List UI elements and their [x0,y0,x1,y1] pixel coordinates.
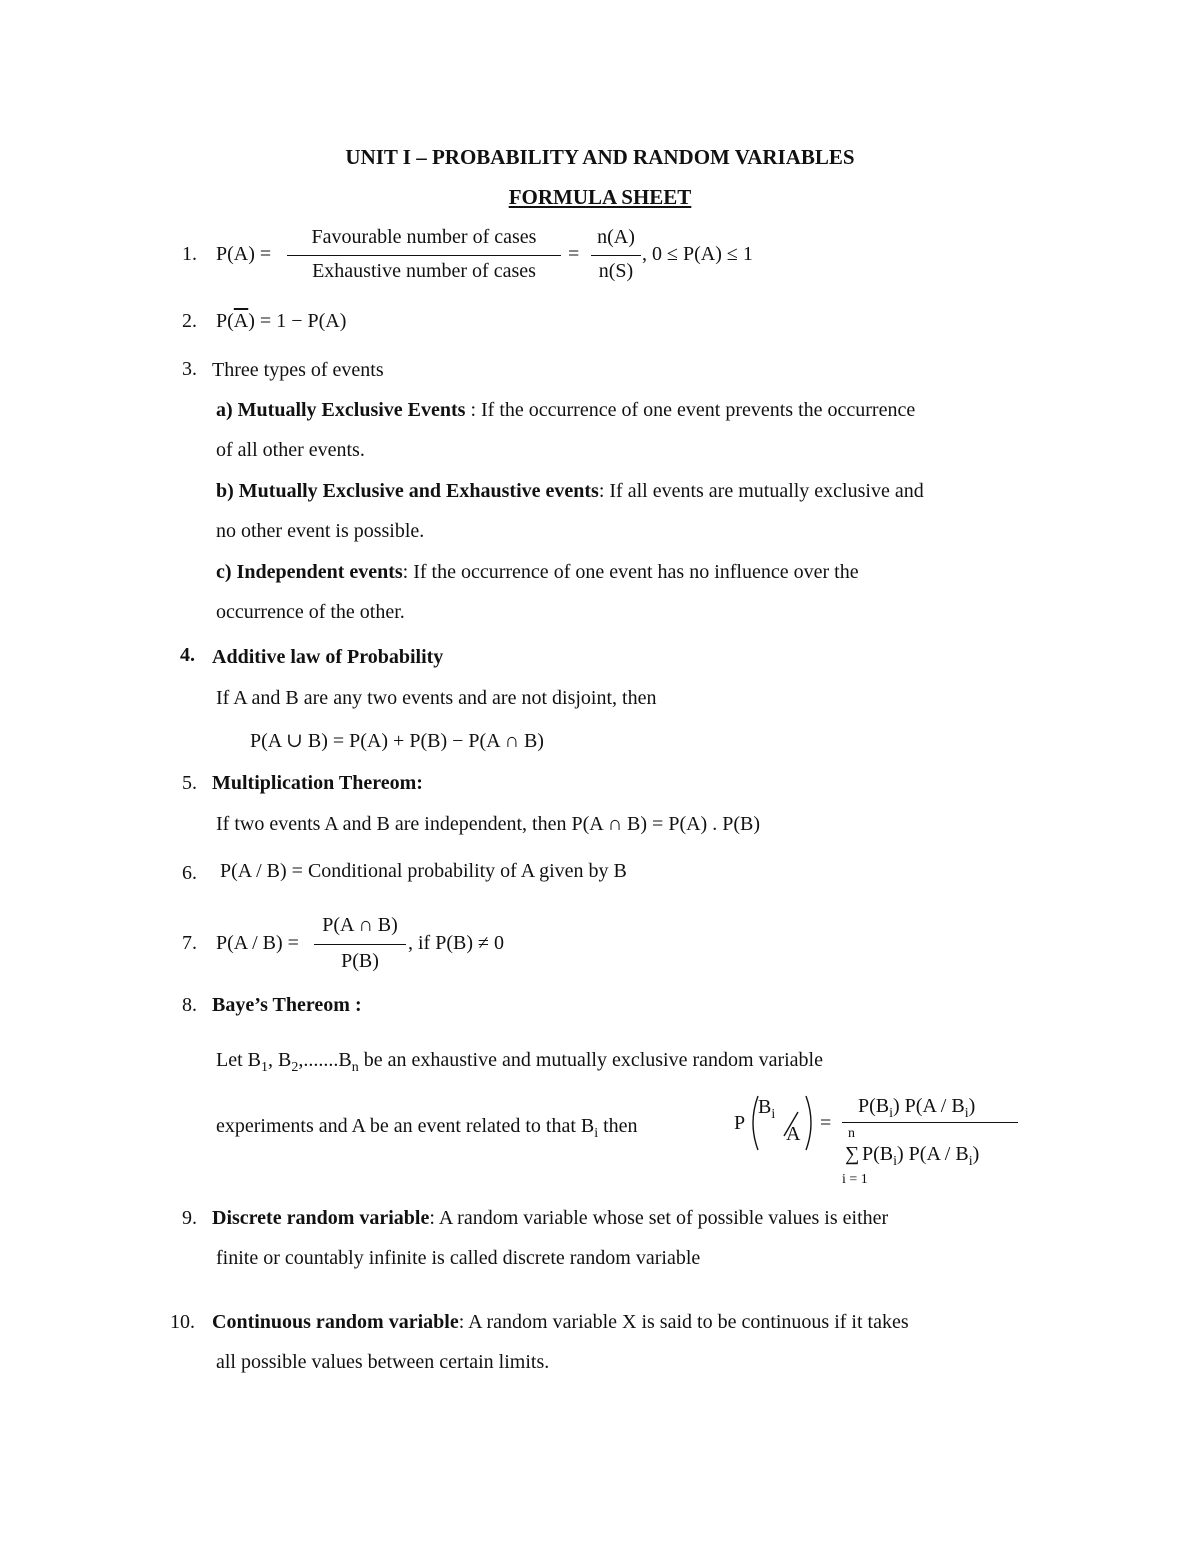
definition-line: Discrete random variable: A random variable whose set of possible values is either [212,1207,889,1229]
fraction-numerator: n(A) [597,226,635,248]
definition-line: all possible values between certain limits. [216,1351,550,1373]
item-number: 9. [182,1207,197,1229]
item-text: Let $B_1$, $B_2,.......B_n$ be an exhaustive and mutually exclusive random variable [216,1049,823,1075]
definition-line: a) Mutually Exclusive Events : If the occurrence of one event prevents the occurrence [216,399,916,421]
item-heading: Multiplication Thereom: [212,772,423,794]
item-number: 2. [182,310,197,332]
item-number: 7. [182,932,197,954]
formula-rest: , 0 ≤ P(A) ≤ 1 [642,243,753,265]
item-number: 4. [180,644,195,666]
item-heading: Three types of events [212,359,384,381]
formula-rest: , if P(B) ≠ 0 [408,932,504,954]
summation-symbol: ∑ [845,1143,860,1165]
item-heading: Baye’s Thereom : [212,994,362,1016]
definition-line: c) Independent events: If the occurrence of one event has no influence over the [216,561,859,583]
summation-upper-limit: n [848,1126,855,1141]
fraction-denominator: n(S) [598,260,634,282]
item-number: 6. [182,862,197,884]
page-subtitle: FORMULA SHEET [508,185,692,209]
page-title: UNIT I – PROBABILITY AND RANDOM VARIABLES [345,145,855,169]
formula: $P(\overline{A}) = 1 - P(A)$ [216,310,347,332]
formula: P(A / B) = Conditional probability of A given by B [220,860,627,882]
probability-symbol: P [734,1112,746,1134]
item-number: 5. [182,772,197,794]
fraction-bar [842,1122,1018,1123]
fraction-bar [591,255,641,256]
formula-lhs: P(A) = [216,243,272,265]
definition-line: finite or countably infinite is called discrete random variable [216,1247,701,1269]
definition-line: occurrence of the other. [216,601,405,623]
item-number: 10. [170,1311,195,1333]
fraction-denominator: $P(B_i)$ $P(A / B_i)$ [862,1143,980,1169]
item-number: 1. [182,243,197,265]
bayes-lhs-bottom: A [786,1123,801,1145]
fraction-bar [287,255,561,256]
fraction-numerator: Favourable number of cases [311,226,537,248]
bayes-lhs-top: $B_i$ [758,1096,776,1122]
formula: P(A ∪ B) = P(A) + P(B) − P(A ∩ B) [250,730,544,752]
fraction-bar [314,944,406,945]
fraction-numerator: P(A ∩ B) [322,914,398,936]
definition-line: no other event is possible. [216,520,425,542]
item-text: If two events A and B are independent, then P(A ∩ B) = P(A) . P(B) [216,813,760,835]
definition-line: Continuous random variable: A random variable X is said to be continuous if it takes [212,1311,909,1333]
fraction-denominator: P(B) [341,950,379,972]
item-number: 3. [182,358,197,380]
definition-line: b) Mutually Exclusive and Exhaustive events: If all events are mutually exclusive and [216,480,924,502]
fraction-numerator: $P(B_i)$ $P(A / B_i)$ [858,1095,976,1121]
summation-lower-limit: i = 1 [842,1172,868,1187]
formula-lhs: P(A / B) = [216,932,299,954]
equals-sign: = [568,243,580,265]
item-text: If A and B are any two events and are not disjoint, then [216,687,657,709]
definition-line: of all other events. [216,439,365,461]
conditional-parens [746,1092,818,1154]
item-heading: Additive law of Probability [212,646,444,668]
fraction-denominator: Exhaustive number of cases [312,260,536,282]
item-number: 8. [182,994,197,1016]
equals-sign: = [820,1112,832,1134]
item-text: experiments and A be an event related to that $B_i$ then [216,1115,638,1141]
